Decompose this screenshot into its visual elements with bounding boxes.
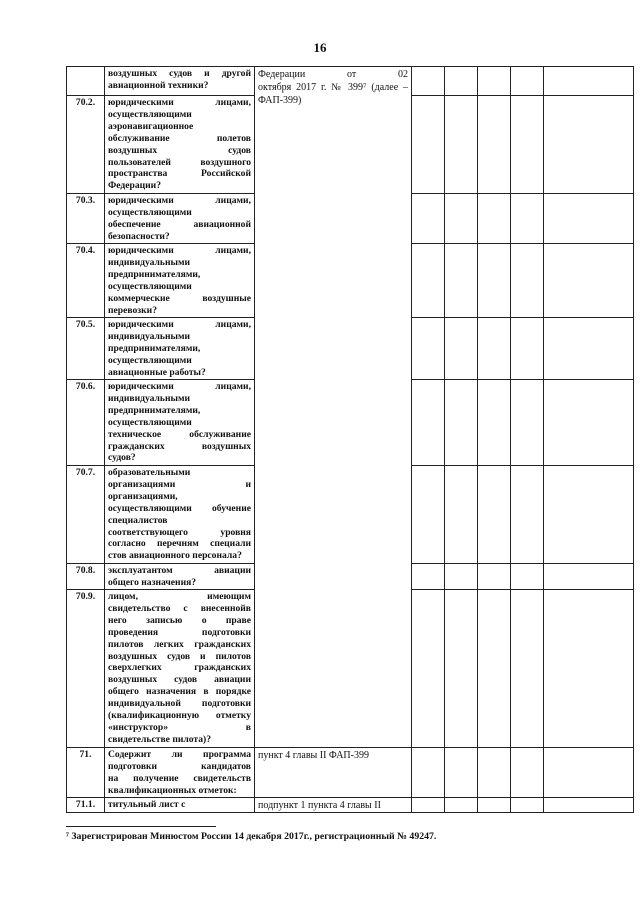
question-line: осуществляющими обучение — [108, 502, 251, 514]
answer-na-cell[interactable] — [478, 466, 511, 564]
answer-extra-cell[interactable] — [511, 194, 544, 244]
question-text — [105, 194, 255, 244]
notes-cell[interactable] — [544, 67, 634, 96]
question-line: техническое обслуживание — [108, 428, 251, 440]
table-row — [67, 748, 634, 798]
item-number: 70.2. — [67, 96, 105, 194]
question-line: индивидуальными — [108, 256, 191, 268]
answer-na-cell[interactable] — [478, 318, 511, 380]
question-text — [105, 564, 255, 590]
question-line: воздушных судов и пилотов — [108, 650, 251, 662]
question-line: предпринимателями, — [108, 268, 201, 280]
question-text — [105, 466, 255, 564]
question-line: организациями, — [108, 490, 178, 502]
question-line: него записью о праве — [108, 614, 251, 626]
question-line: «инструктор» в — [108, 721, 251, 733]
question-line: осуществляющими — [108, 416, 192, 428]
table-row — [67, 798, 634, 813]
question-line: юридическими лицами, — [108, 245, 251, 256]
answer-yes-cell[interactable] — [412, 564, 445, 590]
answer-yes-cell[interactable] — [412, 380, 445, 466]
question-line: индивидуальными — [108, 392, 191, 404]
answer-yes-cell[interactable] — [412, 318, 445, 380]
answer-no-cell[interactable] — [445, 194, 478, 244]
footnote: ⁷ Зарегистрирован Минюстом России 14 декабря 2017г., регистрационный № 49247. — [66, 831, 437, 842]
question-line: соответствующего уровня — [108, 526, 251, 538]
question-line: безопасности? — [108, 230, 170, 242]
answer-no-cell[interactable] — [445, 564, 478, 590]
question-line: проведения подготовки — [108, 626, 251, 638]
answer-yes-cell[interactable] — [412, 590, 445, 748]
answer-na-cell[interactable] — [478, 380, 511, 466]
answer-extra-cell[interactable] — [511, 67, 544, 96]
answer-extra-cell[interactable] — [511, 380, 544, 466]
notes-cell[interactable] — [544, 318, 634, 380]
legal-reference — [255, 748, 412, 798]
question-text — [105, 244, 255, 318]
question-line: индивидуальными — [108, 330, 191, 342]
footnote-divider — [66, 826, 216, 827]
question-line: сверхлегких гражданских — [108, 662, 251, 674]
reference-line: ФАП-399) — [258, 95, 302, 106]
answer-na-cell[interactable] — [478, 67, 511, 96]
answer-extra-cell[interactable] — [511, 748, 544, 798]
question-line: специалистов — [108, 514, 168, 526]
question-line: авиационные работы? — [108, 366, 206, 378]
question-line: осуществляющими — [108, 354, 192, 366]
question-line: предпринимателями, — [108, 342, 201, 354]
answer-yes-cell[interactable] — [412, 96, 445, 194]
item-number: 70.4. — [67, 244, 105, 318]
question-line: пилотов легких гражданских — [108, 638, 251, 650]
question-line: пространства Российской — [108, 168, 251, 180]
question-line: индивидуальной подготовки — [108, 698, 251, 710]
question-line: юридическими лицами, — [108, 381, 251, 392]
question-line: воздушных судов авиации — [108, 674, 251, 686]
answer-na-cell[interactable] — [478, 244, 511, 318]
answer-na-cell[interactable] — [478, 96, 511, 194]
answer-no-cell[interactable] — [445, 244, 478, 318]
answer-na-cell[interactable] — [478, 798, 511, 813]
answer-yes-cell[interactable] — [412, 194, 445, 244]
question-line: перевозки? — [108, 304, 157, 316]
question-line: стов авиационного персонала? — [108, 550, 242, 562]
item-number — [67, 67, 105, 96]
answer-na-cell[interactable] — [478, 590, 511, 748]
question-line: судов? — [108, 452, 136, 464]
answer-yes-cell[interactable] — [412, 798, 445, 813]
answer-extra-cell[interactable] — [511, 564, 544, 590]
notes-cell[interactable] — [544, 194, 634, 244]
table-row — [67, 67, 634, 96]
answer-extra-cell[interactable] — [511, 590, 544, 748]
question-line: осуществляющими — [108, 108, 192, 120]
answer-yes-cell[interactable] — [412, 244, 445, 318]
item-number: 70.5. — [67, 318, 105, 380]
question-line: Федерации? — [108, 180, 161, 192]
item-number: 70.7. — [67, 466, 105, 564]
question-text — [105, 380, 255, 466]
question-line: на получение свидетельств — [108, 772, 251, 784]
answer-na-cell[interactable] — [478, 564, 511, 590]
question-line: юридическими лицами, — [108, 195, 251, 206]
question-line: осуществляющими — [108, 280, 192, 292]
answer-yes-cell[interactable] — [412, 466, 445, 564]
question-line: титульный лист с — [108, 799, 186, 810]
legal-reference — [255, 798, 412, 813]
question-line: лицом, имеющим — [108, 591, 251, 602]
reference-line: Федерации от 02 — [258, 69, 408, 80]
question-line: предпринимателями, — [108, 404, 201, 416]
item-number: 70.8. — [67, 564, 105, 590]
item-number: 70.3. — [67, 194, 105, 244]
answer-extra-cell[interactable] — [511, 244, 544, 318]
page-number: 16 — [313, 40, 327, 55]
answer-no-cell[interactable] — [445, 798, 478, 813]
item-number: 71.1. — [67, 798, 105, 813]
question-line: обслуживание полетов — [108, 132, 251, 144]
question-line: общего назначения в порядке — [108, 686, 251, 698]
answer-extra-cell[interactable] — [511, 96, 544, 194]
answer-extra-cell[interactable] — [511, 318, 544, 380]
question-text — [105, 318, 255, 380]
answer-no-cell[interactable] — [445, 748, 478, 798]
question-text — [105, 798, 255, 813]
question-line: воздушных судов и другой — [108, 68, 251, 79]
question-line: осуществляющими — [108, 206, 192, 218]
legal-reference — [255, 67, 412, 748]
notes-cell[interactable] — [544, 564, 634, 590]
answer-no-cell[interactable] — [445, 67, 478, 96]
question-line: авиационной техники? — [108, 79, 209, 91]
question-line: пользователей воздушного — [108, 156, 251, 168]
question-line: Содержит ли программа — [108, 749, 251, 760]
inspection-checklist-table — [66, 66, 634, 813]
answer-na-cell[interactable] — [478, 748, 511, 798]
question-line: юридическими лицами, — [108, 97, 251, 108]
item-number: 70.6. — [67, 380, 105, 466]
item-number: 71. — [67, 748, 105, 798]
answer-yes-cell[interactable] — [412, 748, 445, 798]
question-line: квалификационных отметок: — [108, 784, 237, 796]
item-number: 70.9. — [67, 590, 105, 748]
question-line: обеспечение авиационной — [108, 218, 251, 230]
notes-cell[interactable] — [544, 96, 634, 194]
question-line: согласно перечням специали — [108, 538, 251, 550]
question-line: воздушных судов — [108, 144, 251, 156]
question-line: (квалификационную отметку — [108, 710, 251, 722]
answer-no-cell[interactable] — [445, 96, 478, 194]
question-line: гражданских воздушных — [108, 440, 251, 452]
reference-line: пункт 4 главы II ФАП-399 — [258, 750, 369, 761]
question-line: свидетельство с внесеннойв — [108, 602, 251, 614]
answer-no-cell[interactable] — [445, 466, 478, 564]
question-line: эксплуатантом авиации — [108, 565, 251, 576]
question-line: подготовки кандидатов — [108, 760, 251, 772]
answer-yes-cell[interactable] — [412, 67, 445, 96]
reference-line: подпункт 1 пункта 4 главы II — [258, 800, 381, 811]
question-line: свидетельстве пилота)? — [108, 733, 212, 745]
answer-no-cell[interactable] — [445, 590, 478, 748]
question-line: общего назначения? — [108, 576, 197, 588]
reference-line: октября 2017 г. № 399⁷ (далее – — [258, 82, 408, 93]
answer-extra-cell[interactable] — [511, 466, 544, 564]
question-line: юридическими лицами, — [108, 319, 251, 330]
question-text — [105, 96, 255, 194]
question-text — [105, 748, 255, 798]
answer-no-cell[interactable] — [445, 380, 478, 466]
notes-cell[interactable] — [544, 748, 634, 798]
answer-no-cell[interactable] — [445, 318, 478, 380]
notes-cell[interactable] — [544, 798, 634, 813]
notes-cell[interactable] — [544, 380, 634, 466]
answer-na-cell[interactable] — [478, 194, 511, 244]
question-line: коммерческие воздушные — [108, 292, 251, 304]
question-line: организациями и — [108, 478, 251, 490]
question-text — [105, 67, 255, 96]
notes-cell[interactable] — [544, 244, 634, 318]
question-line: аэронавигационное — [108, 120, 194, 132]
notes-cell[interactable] — [544, 466, 634, 564]
answer-extra-cell[interactable] — [511, 798, 544, 813]
question-line: образовательными — [108, 467, 191, 478]
question-text — [105, 590, 255, 748]
notes-cell[interactable] — [544, 590, 634, 748]
